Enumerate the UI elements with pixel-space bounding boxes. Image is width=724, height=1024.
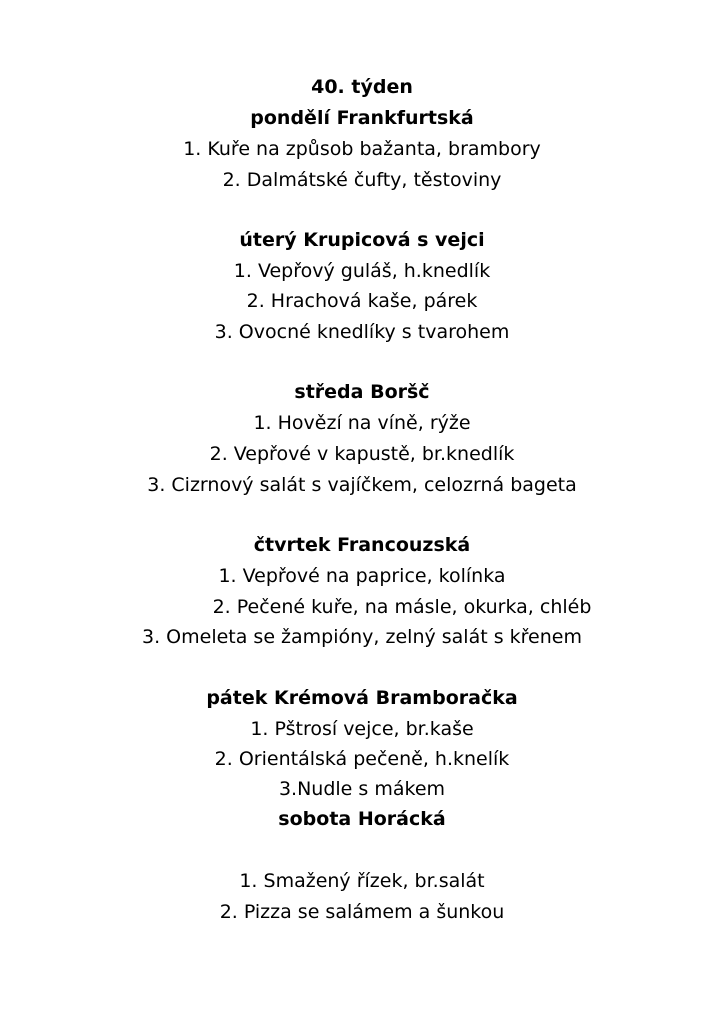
menu-item: 2. Hrachová kaše, párek [246, 290, 478, 312]
menu-item: 2. Dalmátské čufty, těstoviny [222, 169, 502, 191]
menu-item: 2. Orientálská pečeně, h.knelík [214, 748, 510, 770]
menu-item: 1. Vepřové na paprice, kolínka [218, 565, 506, 587]
menu-item: 2. Pečené kuře, na másle, okurka, chléb [212, 596, 592, 618]
day-heading-tuesday: úterý Krupicová s vejci [239, 229, 485, 251]
day-heading-thursday: čtvrtek Francouzská [253, 534, 471, 556]
day-heading-friday: pátek Krémová Bramboračka [206, 687, 518, 709]
menu-item: 3. Omeleta se žampióny, zelný salát s křenem [142, 626, 582, 648]
day-heading-monday: pondělí Frankfurtská [250, 107, 474, 129]
menu-item: 1. Kuře na způsob bažanta, brambory [183, 138, 541, 160]
menu-item: 1. Smažený řízek, br.salát [239, 870, 485, 892]
menu-item: 3.Nudle s mákem [278, 778, 446, 800]
week-title: 40. týden [311, 76, 413, 98]
menu-item: 2. Pizza se salámem a šunkou [219, 901, 505, 923]
day-heading-saturday: sobota Horácká [278, 808, 446, 830]
menu-item: 1. Pštrosí vejce, br.kaše [250, 718, 474, 740]
day-heading-wednesday: středa Boršč [294, 381, 430, 403]
menu-item: 2. Vepřové v kapustě, br.knedlík [209, 443, 515, 465]
menu-item: 3. Ovocné knedlíky s tvarohem [214, 321, 510, 343]
menu-item: 1. Hovězí na víně, rýže [253, 412, 471, 434]
menu-item: 1. Vepřový guláš, h.knedlík [233, 260, 491, 282]
menu-item: 3. Cizrnový salát s vajíčkem, celozrná bageta [147, 474, 577, 496]
